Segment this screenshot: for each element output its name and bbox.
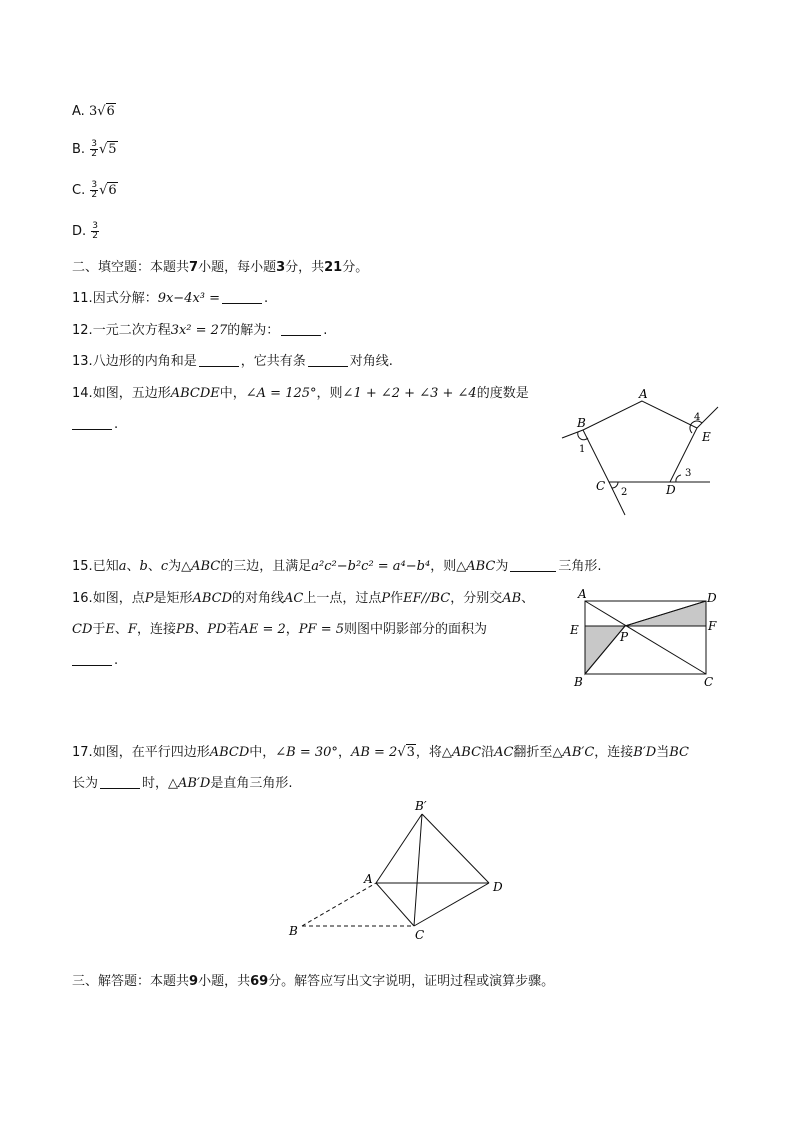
question-14: 14.如图，五边形ABCDE中，∠A = 125°，则∠1 + ∠2 + ∠3 + ∠4的度数是 (72, 386, 529, 401)
option-b (72, 140, 118, 159)
fig14-angle-4: 4 (694, 412, 701, 423)
fig16-label-b: B (574, 675, 583, 689)
fig14-angle-1: 1 (579, 444, 586, 455)
option-b-label: B. (72, 142, 86, 157)
option-b-radical: √5 (98, 142, 117, 157)
question-17-line1: 17.如图，在平行四边形ABCD中，∠B = 30°，AB = 2√3，将△ABC沿AC翻折至△AB′C，连接B′D当BC (72, 745, 689, 760)
question-13: 13.八边形的内角和是 ，它共有条 对角线. (72, 354, 393, 369)
fig17-label-a: A (364, 872, 373, 886)
question-17-line2: 长为 时，△AB′D是直角三角形. (72, 776, 293, 791)
fig14-label-e: E (702, 430, 711, 444)
fig14-angle-2: 2 (621, 487, 628, 498)
fig16-label-c: C (704, 675, 714, 689)
fig16-label-a: A (578, 587, 587, 601)
option-a-label: A. (72, 104, 85, 119)
fig14-label-b: B (577, 416, 586, 430)
option-b-fraction: $\frac{3}{2}$ (91, 139, 97, 159)
option-c-label: C. (72, 183, 86, 198)
question-16-answer-line: . (72, 652, 118, 670)
section2-heading: 二、填空题：本题共7小题，每小题3分，共21分。 (72, 260, 369, 275)
option-c-fraction: $\frac{3}{2}$ (91, 180, 98, 200)
option-c (72, 181, 118, 200)
option-a-value: 3√6 (88, 104, 115, 119)
question-12: 12.一元二次方程3x² = 27的解为： . (72, 323, 328, 338)
question-15: 15.已知a、b、c为△ABC的三边，且满足a²c²−b²c² = a⁴−b⁴，则△ABC为 三角形. (72, 559, 602, 574)
fig17-label-bprime: B′ (415, 799, 427, 813)
fig17-label-b: B (289, 924, 298, 938)
question-16-line1: 16.如图，点P是矩形ABCD的对角线AC上一点，过点P作EF//BC，分别交AB、 (72, 591, 535, 606)
option-d (72, 222, 100, 241)
fig14-label-d: D (666, 483, 676, 497)
fig16-label-p: P (620, 630, 629, 644)
figure-14-pentagon (558, 384, 728, 518)
fig16-label-e: E (570, 623, 579, 637)
option-d-label: D. (72, 224, 87, 239)
section3-heading: 三、解答题：本题共9小题，共69分。解答应写出文字说明，证明过程或演算步骤。 (72, 974, 555, 989)
figure-16-rectangle (565, 586, 725, 692)
fig14-label-c: C (596, 479, 606, 493)
figure-17-parallelogram (285, 796, 515, 944)
question-11: 11.因式分解：9x−4x³ = . (72, 291, 269, 306)
fig17-label-c: C (415, 928, 425, 942)
fig14-label-a: A (639, 387, 648, 401)
fig16-label-f: F (708, 619, 717, 633)
option-d-fraction: $\frac{3}{2}$ (92, 221, 99, 241)
question-14-answer-line: . (72, 416, 118, 434)
option-a (72, 103, 116, 121)
fig17-label-d: D (493, 880, 503, 894)
fig16-label-d: D (707, 591, 717, 605)
question-16-line2: CD于E、F，连接PB、PD若AE = 2，PF = 5则图中阴影部分的面积为 (72, 622, 488, 637)
option-c-radical: √6 (99, 183, 117, 198)
fig14-angle-3: 3 (685, 468, 692, 479)
